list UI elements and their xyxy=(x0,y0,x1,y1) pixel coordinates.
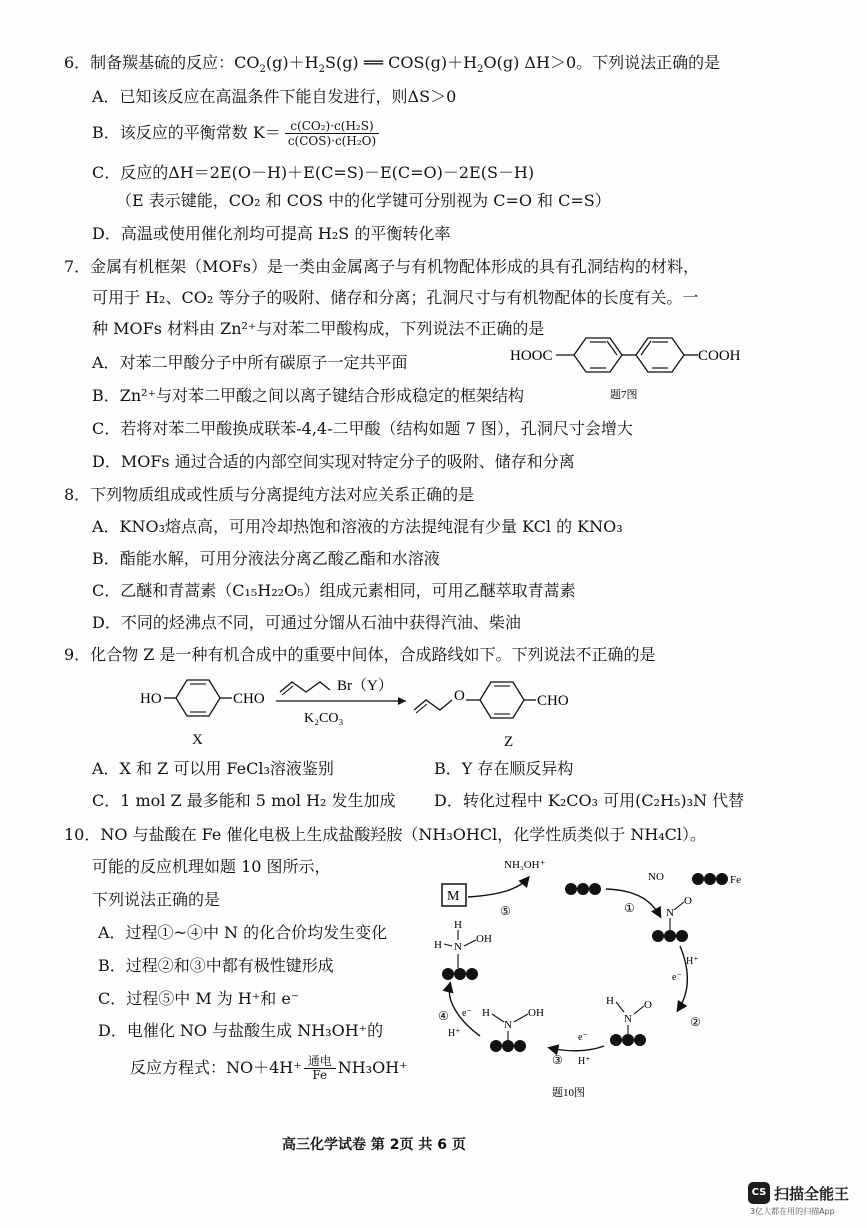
q9-option-d: D．转化过程中 K₂CO₃ 可用(C₂H₅)₃N 代替 xyxy=(434,791,745,810)
q10-stem-3: 下列说法正确的是 xyxy=(92,890,221,909)
svg-text:③: ③ xyxy=(552,1053,563,1067)
svg-text:N: N xyxy=(504,1019,512,1031)
q8-option-a: A．KNO₃熔点高，可用冷却热饱和溶液的方法提纯混有少量 KCl 的 KNO₃ xyxy=(92,517,623,536)
svg-text:HO: HO xyxy=(140,691,162,707)
svg-text:H: H xyxy=(606,995,614,1007)
svg-text:OH: OH xyxy=(528,1007,544,1019)
svg-text:N: N xyxy=(666,907,674,919)
svg-text:CHO: CHO xyxy=(537,693,569,709)
scanner-logo xyxy=(748,1180,858,1220)
svg-text:X: X xyxy=(192,732,203,748)
q6-option-c: C．反应的ΔH＝2E(O－H)＋E(C=S)－E(C=O)－2E(S－H) xyxy=(92,163,535,182)
q7-stem-2: 可用于 H₂、CO₂ 等分子的吸附、储存和分离；孔洞尺寸与有机物配体的长度有关。一 xyxy=(92,288,699,307)
q10-option-c: C．过程⑤中 M 为 H⁺和 e⁻ xyxy=(98,989,300,1008)
svg-text:H: H xyxy=(434,939,442,951)
q9-option-a: A．X 和 Z 可以用 FeCl₃溶液鉴别 xyxy=(92,759,334,778)
q8-option-d: D．不同的烃沸点不同，可通过分馏从石油中获得汽油、柴油 xyxy=(92,613,521,632)
q8-option-b: B．酯能水解，可用分液法分离乙酸乙酯和水溶液 xyxy=(92,549,440,568)
q7-biphenyl-figure xyxy=(508,330,768,402)
scanner-logo-name: 扫描全能王 xyxy=(774,1185,850,1203)
svg-text:Fe: Fe xyxy=(730,874,741,886)
q8-stem: 8．下列物质组成或性质与分离提纯方法对应关系正确的是 xyxy=(64,485,475,504)
q9-option-b: B．Y 存在顺反异构 xyxy=(434,759,574,778)
svg-text:e⁻: e⁻ xyxy=(672,972,682,983)
q7-stem-1: 7．金属有机框架（MOFs）是一类由金属离子与有机物配体形成的具有孔洞结构的材料， xyxy=(64,257,699,276)
svg-text:④: ④ xyxy=(438,1009,449,1023)
scanner-logo-tagline: 3亿人都在用的扫描App xyxy=(750,1207,835,1216)
q10-stem-1: 10．NO 与盐酸在 Fe 催化电极上生成盐酸羟胺（NH₃OHCl，化学性质类似于 NH₄Cl）。 xyxy=(64,825,707,844)
svg-text:K₂CO₃: K₂CO₃ xyxy=(304,711,344,726)
scanner-logo-icon: CS xyxy=(748,1182,770,1204)
svg-text:O: O xyxy=(644,999,652,1011)
svg-text:e⁻: e⁻ xyxy=(578,1032,588,1043)
q10-equation: 反应方程式：NO＋4H⁺ 通电 Fe NH₃OH⁺ xyxy=(130,1054,408,1082)
q6-option-a: A．已知该反应在高温条件下能自发进行，则ΔS＞0 xyxy=(92,87,457,106)
svg-text:N: N xyxy=(454,941,462,953)
svg-text:题10图: 题10图 xyxy=(552,1087,585,1099)
q10-option-a: A．过程①~④中 N 的化合价均发生变化 xyxy=(98,923,388,942)
svg-text:Br（Y）: Br（Y） xyxy=(337,678,393,694)
q7-option-c: C．若将对苯二甲酸换成联苯-4,4-二甲酸（结构如题 7 图），孔洞尺寸会增大 xyxy=(92,419,633,438)
svg-text:OH: OH xyxy=(476,933,492,945)
svg-text:⑤: ⑤ xyxy=(500,904,511,918)
svg-text:Z: Z xyxy=(504,734,514,750)
q7-option-b: B．Zn²⁺与对苯二甲酸之间以离子键结合形成稳定的框架结构 xyxy=(92,386,525,405)
svg-text:H⁺: H⁺ xyxy=(578,1056,591,1067)
svg-text:NH₃OH⁺: NH₃OH⁺ xyxy=(504,859,546,871)
q10-option-d: D．电催化 NO 与盐酸生成 NH₃OH⁺的 xyxy=(98,1021,384,1040)
page-footer: 高三化学试卷 第 2页 共 6 页 xyxy=(282,1137,466,1153)
q10-option-b: B．过程②和③中都有极性键形成 xyxy=(98,956,334,975)
svg-text:O: O xyxy=(684,895,692,907)
q10-stem-2: 可能的反应机理如题 10 图所示， xyxy=(92,857,331,876)
svg-text:M: M xyxy=(447,889,460,904)
svg-text:e⁻: e⁻ xyxy=(462,1008,472,1019)
q6-stem: 6．制备羰基硫的反应：$CO_2(g)+H_2S(g)$ ══ $COS(g)+H_2O(g)$ ΔH＞0。下列说法正确的是 xyxy=(64,53,721,76)
svg-text:H: H xyxy=(454,919,462,931)
svg-text:HOOC: HOOC xyxy=(510,348,553,364)
svg-text:H⁺: H⁺ xyxy=(686,956,699,967)
q10-mechanism-figure xyxy=(428,850,758,1100)
svg-text:CHO: CHO xyxy=(233,691,265,707)
svg-text:题7图: 题7图 xyxy=(610,389,638,401)
q6-option-d: D．高温或使用催化剂均可提高 H₂S 的平衡转化率 xyxy=(92,224,451,243)
svg-text:NO: NO xyxy=(648,871,664,883)
q8-option-c: C．乙醚和青蒿素（C₁₅H₂₂O₅）组成元素相同，可用乙醚萃取青蒿素 xyxy=(92,581,576,600)
svg-text:COOH: COOH xyxy=(698,348,741,364)
q6-option-c-note: （E 表示键能，CO₂ 和 COS 中的化学键可分别视为 C=O 和 C=S） xyxy=(116,191,611,210)
q7-option-a: A．对苯二甲酸分子中所有碳原子一定共平面 xyxy=(92,353,408,372)
q7-stem-3: 种 MOFs 材料由 Zn²⁺与对苯二甲酸构成，下列说法不正确的是 xyxy=(92,319,545,338)
svg-text:H⁺: H⁺ xyxy=(448,1028,461,1039)
q7-option-d: D．MOFs 通过合适的内部空间实现对特定分子的吸附、储存和分离 xyxy=(92,452,575,471)
q6-option-b: B．该反应的平衡常数 K＝ $\frac{\text{c(CO₂)·c(H₂S)}}{\text{c(COS)·c(H₂O)}}$ xyxy=(92,116,379,156)
svg-text:N: N xyxy=(624,1013,632,1025)
svg-text:①: ① xyxy=(624,901,635,915)
q9-option-c: C．1 mol Z 最多能和 5 mol H₂ 发生加成 xyxy=(92,791,396,810)
q9-synthesis-scheme xyxy=(140,670,620,756)
svg-text:O: O xyxy=(454,688,465,704)
svg-text:H: H xyxy=(482,1007,490,1019)
q9-stem: 9．化合物 Z 是一种有机合成中的重要中间体，合成路线如下。下列说法不正确的是 xyxy=(64,645,656,664)
svg-text:②: ② xyxy=(690,1015,701,1029)
